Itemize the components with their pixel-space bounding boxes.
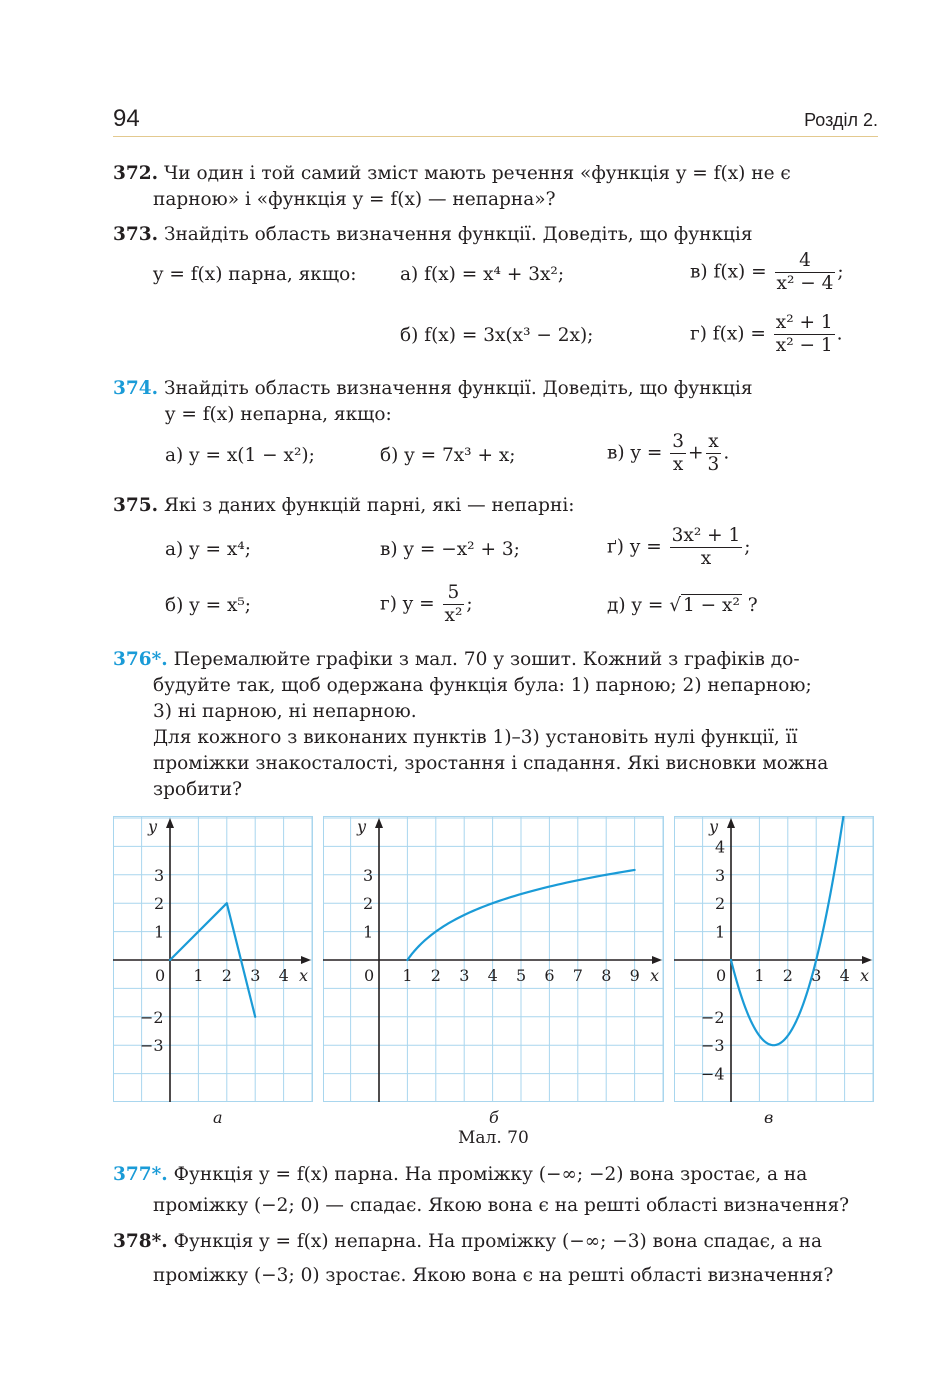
problem-text: Перемалюйте графіки з мал. 70 у зошит. Кожний з графіків до-: [173, 649, 800, 670]
problem-374-v: [607, 431, 729, 476]
fraction: [706, 431, 722, 476]
problem-373-v: [690, 250, 844, 295]
y-tick-label: −2: [701, 1007, 725, 1027]
x-tick-label: 1: [193, 966, 204, 985]
x-tick-label: 4: [839, 966, 850, 985]
problem-number: 373.: [113, 224, 159, 245]
problem-number: 372.: [113, 163, 159, 184]
fraction: [670, 525, 743, 570]
graph-a-svg: [113, 816, 313, 1102]
origin-label: 0: [155, 966, 166, 985]
x-axis-label: x: [299, 966, 309, 985]
problem-373-lead: y = f(x) парна, якщо:: [153, 264, 357, 285]
radicand: 1 − x²: [683, 595, 740, 616]
y-tick-label: 1: [715, 922, 726, 942]
graph-panel-v: [674, 816, 874, 1102]
problem-377-line1: [113, 1162, 807, 1188]
graph-panel-b: [323, 816, 664, 1102]
denominator: x²: [444, 605, 463, 626]
page-number: 94: [113, 105, 140, 132]
problem-374-line2: y = f(x) непарна, якщо:: [165, 404, 392, 425]
x-tick-label: 2: [782, 966, 793, 985]
denominator: x: [700, 548, 712, 569]
formula-prefix: ґ) y =: [607, 536, 662, 558]
y-axis-label: y: [357, 817, 367, 836]
plus-sign: +: [688, 442, 704, 464]
problem-376-line4: Для кожного з виконаних пунктів 1)–3) установіть нулі функції, її: [153, 727, 798, 748]
x-tick-label: 9: [629, 966, 640, 985]
problem-377-line2: проміжку (−2; 0) — спадає. Якою вона є на решті області визначення?: [153, 1195, 850, 1216]
problem-text: Функція y = f(x) парна. На проміжку (−∞; −2) вона зростає, а на: [173, 1164, 808, 1185]
y-tick-label: 3: [154, 865, 165, 885]
numerator: x: [706, 431, 722, 454]
problem-372-line1: [113, 161, 791, 187]
graph-v-svg: [674, 816, 874, 1102]
x-tick-label: 8: [601, 966, 612, 985]
y-tick-label: −4: [701, 1064, 725, 1084]
denominator: 3: [707, 454, 720, 475]
problem-374-line1: [113, 376, 752, 402]
y-axis-label: y: [709, 817, 719, 836]
formula-prefix: г) f(x) =: [690, 323, 766, 345]
numerator: x² + 1: [775, 312, 833, 333]
origin-label: 0: [716, 966, 727, 985]
y-tick-label: −3: [140, 1036, 164, 1056]
problem-376-line5: проміжки знакосталості, зростання і спадання. Які висновки можна: [153, 753, 829, 774]
x-tick-label: 3: [250, 966, 261, 985]
denominator: x² − 1: [775, 335, 833, 356]
problem-374-b: б) y = 7x³ + x;: [380, 445, 516, 466]
x-tick-label: 1: [402, 966, 413, 985]
denominator: x² − 4: [776, 273, 834, 294]
fraction: [443, 582, 465, 627]
fraction: [774, 312, 835, 357]
formula-prefix: д) y =: [607, 595, 664, 616]
problem-number: 376*.: [113, 649, 168, 670]
formula-prefix: г) y =: [380, 593, 435, 615]
problem-text: Які з даних функцій парні, які — непарні:: [163, 495, 575, 516]
x-tick-label: 4: [278, 966, 289, 985]
origin-label: 0: [364, 966, 375, 985]
problem-375-gg: [607, 525, 751, 570]
problem-376-line3: 3) ні парною, ні непарною.: [153, 701, 417, 722]
problem-number: 374.: [113, 378, 159, 399]
numerator: 4: [775, 250, 836, 273]
problem-376-line2: будуйте так, щоб одержана функція була: 1) парною; 2) непарною;: [153, 675, 812, 696]
problem-text: Знайдіть область визначення функції. Доведіть, що функція: [163, 224, 753, 245]
problem-373-a: а) f(x) = x⁴ + 3x²;: [400, 264, 565, 285]
problem-376-line6: зробити?: [153, 779, 243, 800]
x-tick-label: 6: [544, 966, 555, 985]
problem-375-g: [380, 582, 473, 627]
x-tick-label: 3: [459, 966, 470, 985]
header-divider: [113, 136, 878, 137]
y-tick-label: 3: [363, 865, 374, 885]
graph-frame: [114, 817, 313, 1102]
problem-373-g: [690, 312, 843, 357]
problem-text: Знайдіть область визначення функції. Доведіть, що функція: [163, 378, 753, 399]
problem-375-b: б) y = x⁵;: [165, 595, 252, 616]
section-title: Розділ 2.: [804, 110, 878, 130]
y-tick-label: 1: [363, 922, 374, 942]
numerator: 3: [672, 431, 685, 452]
problem-378-line2: проміжку (−3; 0) зростає. Якою вона є на решті області визначення?: [153, 1265, 834, 1286]
problem-376-line1: [113, 647, 800, 673]
y-tick-label: −3: [701, 1036, 725, 1056]
numerator: 3x² + 1: [671, 525, 741, 546]
panel-label-a: а: [213, 1108, 223, 1127]
y-tick-label: 1: [154, 922, 165, 942]
panel-label-v: в: [764, 1108, 774, 1127]
y-tick-label: 2: [715, 894, 726, 914]
graph-frame: [675, 817, 874, 1102]
formula-end: .: [723, 442, 730, 464]
problem-number: 377*.: [113, 1164, 168, 1185]
x-tick-label: 7: [572, 966, 583, 985]
numerator: 5: [443, 582, 465, 605]
problem-375-d: [607, 593, 758, 619]
sqrt-sign-icon: √: [669, 595, 682, 616]
x-tick-label: 3: [811, 966, 822, 985]
problem-374-a: а) y = x(1 − x²);: [165, 445, 315, 466]
formula-end: ?: [741, 595, 758, 616]
x-tick-label: 1: [754, 966, 765, 985]
fraction: [670, 431, 686, 476]
y-axis-label: y: [148, 817, 158, 836]
x-tick-label: 4: [487, 966, 498, 985]
problem-number: 375.: [113, 495, 159, 516]
y-tick-label: 2: [154, 894, 165, 914]
figure-caption: Мал. 70: [458, 1128, 529, 1148]
problem-373-b: б) f(x) = 3x(x³ − 2x);: [400, 325, 594, 346]
x-axis-label: x: [650, 966, 660, 985]
graph-frame: [324, 817, 664, 1102]
formula-end: ;: [744, 536, 751, 558]
denominator: x: [672, 454, 684, 475]
problem-number: 378*.: [113, 1231, 168, 1252]
graph-panel-a: [113, 816, 313, 1102]
y-tick-label: −2: [140, 1007, 164, 1027]
fraction: [775, 250, 836, 295]
problem-375-v: в) y = −x² + 3;: [380, 539, 520, 560]
graph-b-svg: [323, 816, 664, 1102]
x-tick-label: 5: [516, 966, 527, 985]
formula-end: ;: [466, 593, 473, 615]
x-tick-label: 2: [221, 966, 232, 985]
formula-end: ;: [837, 261, 844, 283]
problem-text: Функція y = f(x) непарна. На проміжку (−∞; −3) вона спадає, а на: [173, 1231, 822, 1252]
x-tick-label: 2: [430, 966, 441, 985]
x-axis-label: x: [860, 966, 870, 985]
problem-375-a: а) y = x⁴;: [165, 539, 251, 560]
problem-373-line1: [113, 222, 752, 248]
y-tick-label: 4: [715, 837, 726, 857]
problem-372-line2: парною» і «функція y = f(x) — непарна»?: [153, 189, 556, 210]
y-tick-label: 2: [363, 894, 374, 914]
formula-prefix: в) y =: [607, 442, 663, 464]
panel-label-b: б: [489, 1108, 499, 1127]
problem-text: Чи один і той самий зміст мають речення «функція y = f(x) не є: [163, 163, 791, 184]
problem-375-line1: [113, 493, 575, 519]
formula-prefix: в) f(x) =: [690, 261, 767, 283]
formula-end: .: [836, 323, 843, 345]
problem-378-line1: [113, 1229, 822, 1255]
y-tick-label: 3: [715, 865, 726, 885]
